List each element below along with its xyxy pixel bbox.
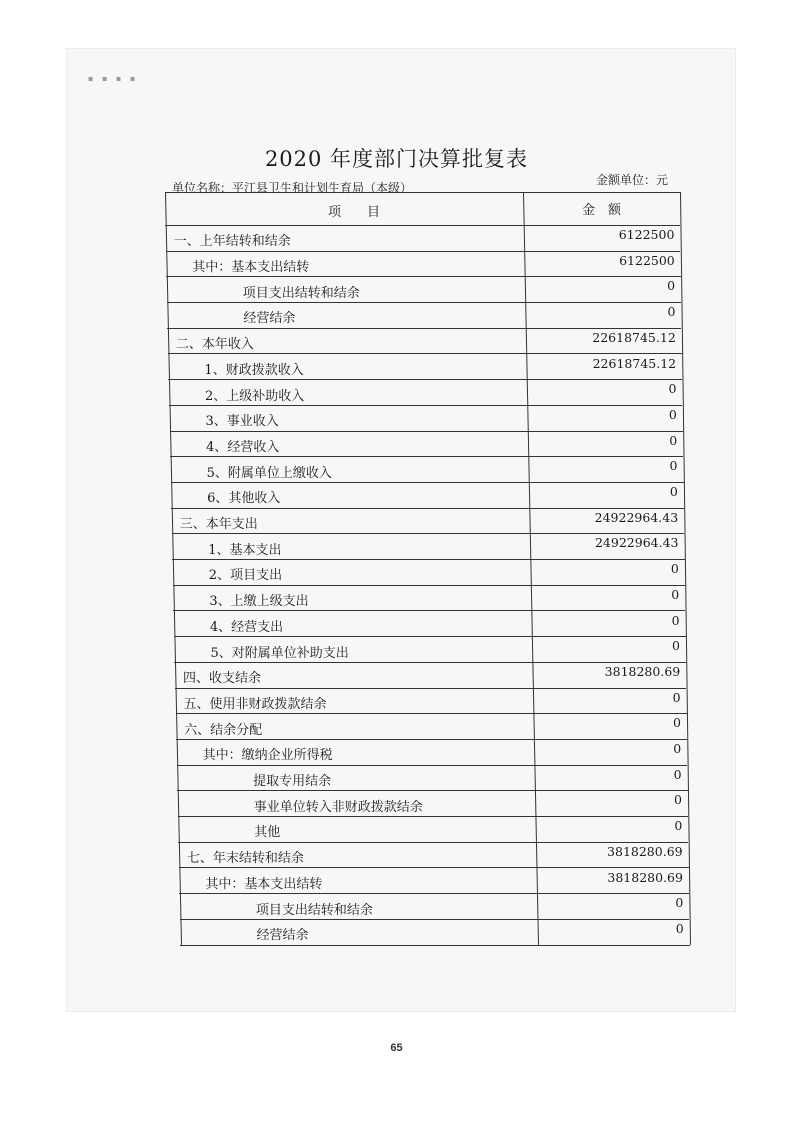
table-row	[173, 585, 685, 612]
table-row	[173, 559, 685, 586]
row-amount: 0	[667, 304, 676, 320]
table-row	[178, 790, 688, 817]
table-row	[171, 456, 684, 483]
table-row	[177, 765, 687, 792]
table-row	[166, 251, 681, 278]
row-label: 其中：缴纳企业所得税	[202, 748, 333, 764]
row-label: 项目支出结转和结余	[255, 902, 373, 918]
table-row	[175, 662, 686, 689]
table-row	[180, 893, 689, 920]
row-amount: 6122500	[619, 252, 675, 268]
row-label: 六、结余分配	[184, 722, 263, 738]
row-amount: 3818280.69	[607, 869, 683, 885]
row-amount: 0	[668, 406, 677, 422]
unit-name-label: 单位名称：平江县卫生和计划生育局（本级）	[172, 181, 413, 195]
row-label: 经营结余	[256, 928, 309, 944]
row-amount: 24922964.43	[594, 509, 679, 525]
row-label: 其中：基本支出结转	[205, 876, 323, 892]
scan-marks: ▪ ▪ ▪ ▪	[88, 74, 139, 83]
row-label: 事业单位转入非财政拨款结余	[253, 799, 423, 815]
row-amount: 0	[675, 920, 684, 936]
row-amount: 6122500	[618, 227, 675, 242]
row-amount: 3818280.69	[607, 843, 683, 859]
row-label: 5、附属单位上缴收入	[206, 465, 332, 481]
row-label: 一、上年结转和结余	[173, 234, 291, 250]
row-amount: 3818280.69	[604, 663, 681, 679]
table-row	[174, 636, 685, 663]
row-label: 经营结余	[243, 311, 296, 327]
row-amount: 0	[672, 715, 681, 731]
table-row	[174, 611, 686, 638]
row-label: 5、对附属单位补助支出	[210, 645, 349, 661]
table-row	[178, 816, 688, 843]
row-amount: 0	[674, 818, 683, 834]
page-title: 2020 年度部门决算批复表	[264, 147, 529, 171]
row-label: 2、上级补助收入	[204, 388, 305, 404]
table-row	[166, 225, 681, 252]
table-row	[179, 868, 689, 895]
header-item: 项 目	[327, 205, 380, 220]
row-label: 七、年末结转和结余	[186, 851, 304, 867]
row-label: 3、事业收入	[205, 414, 279, 430]
table-row	[172, 508, 684, 535]
row-amount: 0	[673, 792, 682, 808]
page-number: 65	[390, 1042, 403, 1054]
row-label: 四、收支结余	[182, 671, 261, 687]
row-amount: 0	[669, 458, 678, 474]
row-amount: 0	[672, 689, 681, 705]
row-amount: 0	[667, 278, 676, 294]
row-amount: 22618745.12	[592, 355, 677, 371]
row-amount: 0	[673, 741, 682, 756]
table-row	[170, 431, 683, 458]
row-amount: 0	[671, 638, 680, 654]
row-amount: 0	[669, 432, 678, 448]
table-row	[176, 713, 687, 740]
row-label: 1、基本支出	[208, 542, 282, 558]
row-amount: 0	[671, 586, 680, 602]
table-header-row	[165, 192, 680, 226]
row-amount: 0	[669, 484, 678, 499]
row-label: 项目支出结转和结余	[242, 285, 360, 301]
row-amount: 0	[675, 895, 684, 911]
row-label: 6、其他收入	[207, 491, 281, 507]
row-label: 三、本年支出	[179, 517, 258, 533]
row-label: 3、上缴上级支出	[209, 594, 309, 610]
row-amount: 0	[673, 766, 682, 782]
currency-unit-label: 金额单位：元	[596, 173, 669, 187]
table-row	[169, 379, 683, 406]
table-row	[172, 533, 684, 560]
table-row	[170, 405, 683, 432]
row-amount: 24922964.43	[594, 535, 679, 551]
table-row	[171, 482, 684, 509]
row-amount: 22618745.12	[592, 329, 676, 345]
row-amount: 0	[670, 561, 679, 577]
row-label: 其中：基本支出结转	[192, 260, 310, 276]
table-row	[168, 328, 682, 355]
row-label: 其他	[254, 825, 281, 841]
header-amount: 金 额	[581, 203, 621, 218]
table-row	[177, 739, 688, 766]
table-row	[168, 354, 682, 381]
row-amount: 0	[671, 612, 680, 628]
table-row	[167, 302, 681, 329]
row-label: 二、本年收入	[175, 337, 254, 353]
table-row	[180, 919, 689, 946]
row-label: 1、财政拨款收入	[204, 362, 304, 378]
row-amount: 0	[668, 381, 677, 397]
row-label: 4、经营收入	[206, 439, 280, 455]
row-label: 4、经营支出	[209, 619, 284, 635]
table-row	[167, 276, 681, 303]
row-label: 提取专用结余	[253, 774, 332, 790]
row-label: 五、使用非财政拨款结余	[183, 696, 327, 712]
row-label: 2、项目支出	[208, 568, 283, 584]
table-row	[179, 842, 689, 869]
table-row	[176, 688, 687, 715]
